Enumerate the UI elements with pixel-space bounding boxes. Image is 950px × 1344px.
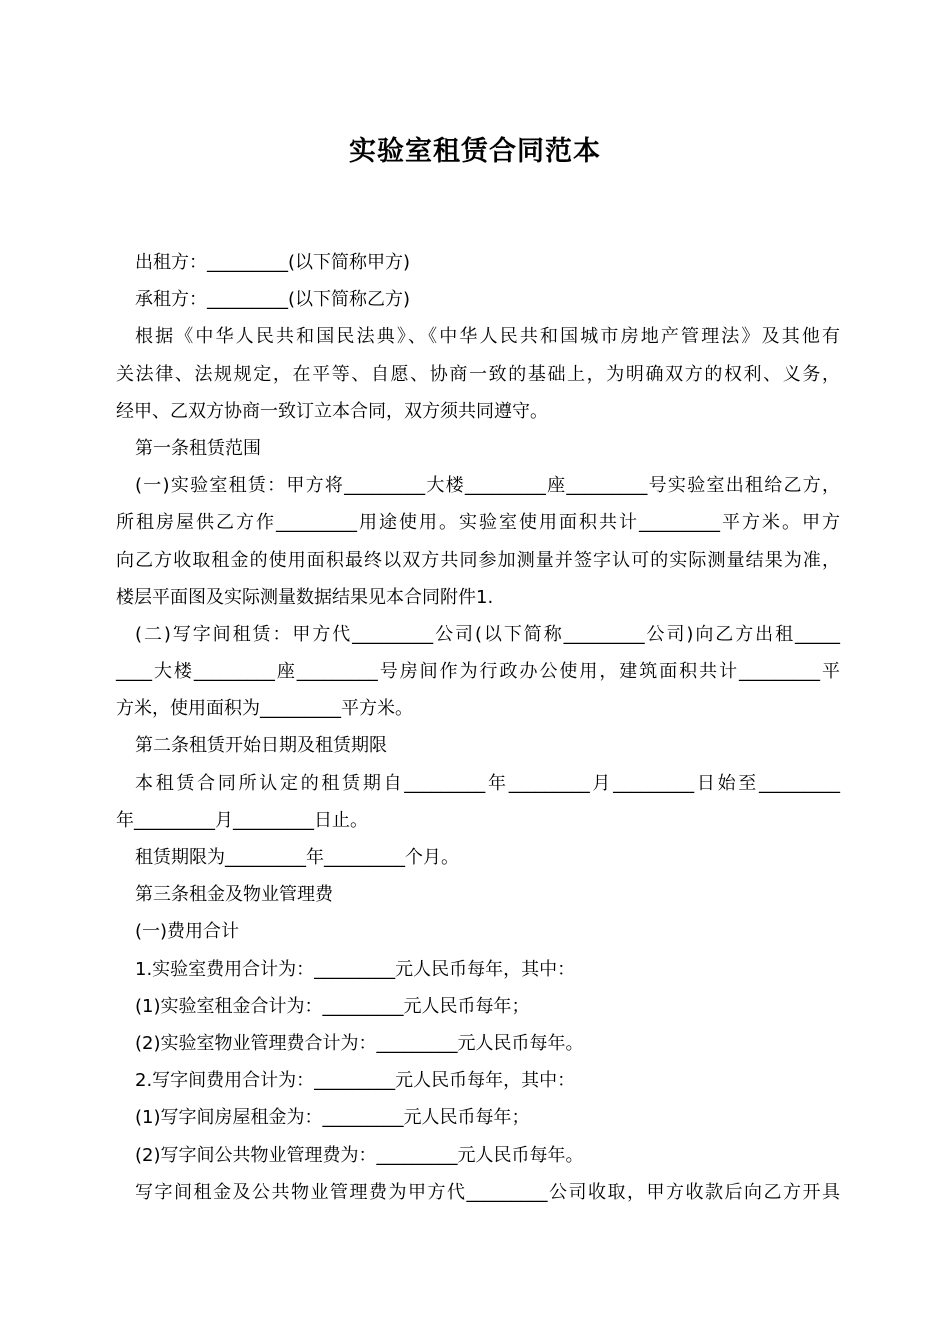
article-3-subheading: (一)费用合计 <box>135 921 240 943</box>
article-1-clause-2-line-3: 方米，使用面积为_________平方米。 <box>116 698 413 720</box>
article-1-clause-2-line-2: ____大楼_________座_________号房间作为行政办公使用，建筑面积共计_________平 <box>116 661 840 683</box>
article-1-heading: 第一条租赁范围 <box>135 437 261 459</box>
lab-rent-line: (1)实验室租金合计为：_________元人民币每年； <box>135 995 530 1017</box>
office-fee-total-line: 2.写字间费用合计为：_________元人民币每年，其中： <box>135 1070 576 1092</box>
preamble-line-1: 根据《中华人民共和国民法典》、《中华人民共和国城市房地产管理法》及其他有 <box>135 326 840 348</box>
document-body <box>116 244 840 1211</box>
office-property-fee-line: (2)写字间公共物业管理费为：_________元人民币每年。 <box>135 1144 584 1166</box>
lab-fee-total-line: 1.实验室费用合计为：_________元人民币每年，其中： <box>135 958 576 980</box>
preamble-line-2: 关法律、法规规定，在平等、自愿、协商一致的基础上，为明确双方的权利、义务， <box>116 363 840 385</box>
article-2-heading: 第二条租赁开始日期及租赁期限 <box>135 735 387 757</box>
office-rent-line: (1)写字间房屋租金为：_________元人民币每年； <box>135 1107 530 1129</box>
lessor-line: 出租方：_________(以下简称甲方) <box>135 252 411 273</box>
article-1-clause-1-line-3: 向乙方收取租金的使用面积最终以双方共同参加测量并签字认可的实际测量结果为准， <box>116 549 840 571</box>
article-2-term-line-2: 年_________月_________日止。 <box>116 809 368 831</box>
article-1-clause-1-line-4: 楼层平面图及实际测量数据结果见本合同附件1. <box>116 586 494 608</box>
preamble-line-3: 经甲、乙双方协商一致订立本合同，双方须共同遵守。 <box>116 400 548 422</box>
article-3-heading: 第三条租金及物业管理费 <box>135 884 333 906</box>
office-fee-collection-line: 写字间租金及公共物业管理费为甲方代_________公司收取，甲方收款后向乙方开具 <box>135 1181 840 1203</box>
article-2-term-line-1: 本租赁合同所认定的租赁期自_________年_________月_________日始至_________ <box>135 772 840 794</box>
lab-property-fee-line: (2)实验室物业管理费合计为：_________元人民币每年。 <box>135 1032 584 1054</box>
article-2-duration-line: 租赁期限为_________年_________个月。 <box>135 847 459 868</box>
article-1-clause-1-line-1: (一)实验室租赁：甲方将_________大楼_________座_________号实验室出租给乙方， <box>135 475 840 497</box>
article-1-clause-2-line-1: (二)写字间租赁：甲方代_________公司(以下简称_________公司)向乙方出租_____ <box>135 623 840 645</box>
document-title: 实验室租赁合同范本 <box>349 136 601 167</box>
lessee-line: 承租方：_________(以下简称乙方) <box>135 289 411 311</box>
article-1-clause-1-line-2: 所租房屋供乙方作_________用途使用。实验室使用面积共计_________平方米。甲方 <box>116 512 840 534</box>
